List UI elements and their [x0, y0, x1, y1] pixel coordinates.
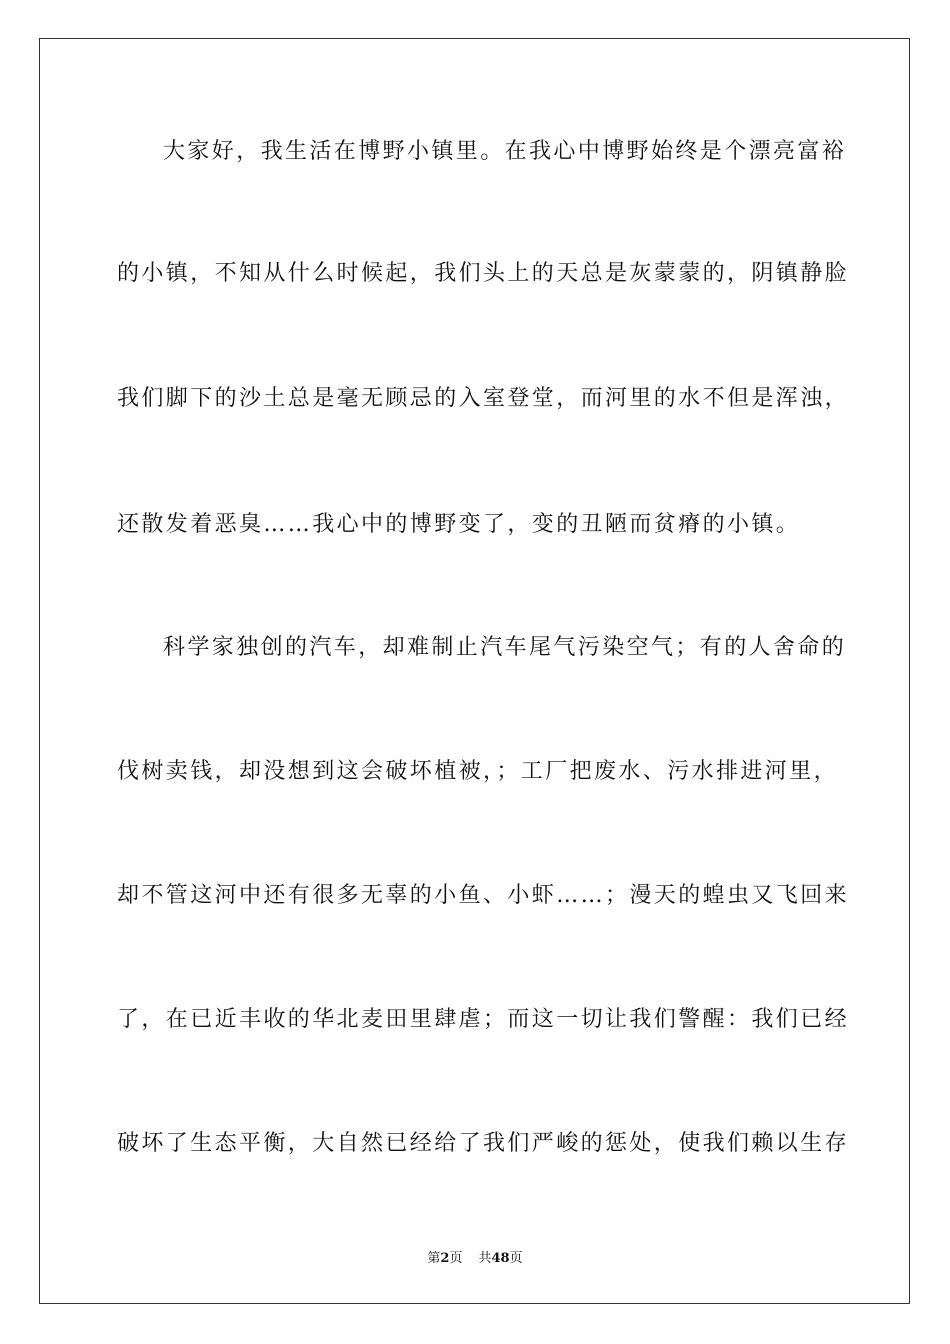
page-prefix: 第 [427, 1251, 441, 1266]
text-line-2: 的小镇，不知从什么时候起，我们头上的天总是灰蒙蒙的，阴镇静脸 [117, 261, 850, 286]
text-line-5: 科学家独创的汽车，却难制止汽车尾气污染空气；有的人舍命的 [163, 635, 847, 660]
text-line-6: 伐树卖钱，却没想到这会破坏植被，；工厂把废水、污水排进河里， [117, 759, 839, 784]
total-prefix: 共 [478, 1251, 492, 1266]
page-suffix: 页 [449, 1251, 463, 1266]
page-footer [0, 1247, 950, 1266]
total-suffix: 页 [509, 1251, 523, 1266]
text-line-7: 却不管这河中还有很多无辜的小鱼、小虾……；漫天的蝗虫又飞回来 [117, 883, 850, 908]
text-line-1: 大家好，我生活在博野小镇里。在我心中博野始终是个漂亮富裕 [163, 139, 847, 164]
text-line-4: 还散发着恶臭……我心中的博野变了，变的丑陋而贫瘠的小镇。 [117, 512, 801, 537]
total-pages: 48 [491, 1251, 510, 1266]
text-line-8: 了，在已近丰收的华北麦田里肆虐；而这一切让我们警醒：我们已经 [117, 1007, 850, 1032]
text-line-9: 破坏了生态平衡，大自然已经给了我们严峻的惩处，使我们赖以生存 [117, 1131, 850, 1156]
text-line-3: 我们脚下的沙土总是毫无顾忌的入室登堂，而河里的水不但是浑浊， [117, 386, 850, 411]
page-number: 2 [440, 1251, 450, 1266]
